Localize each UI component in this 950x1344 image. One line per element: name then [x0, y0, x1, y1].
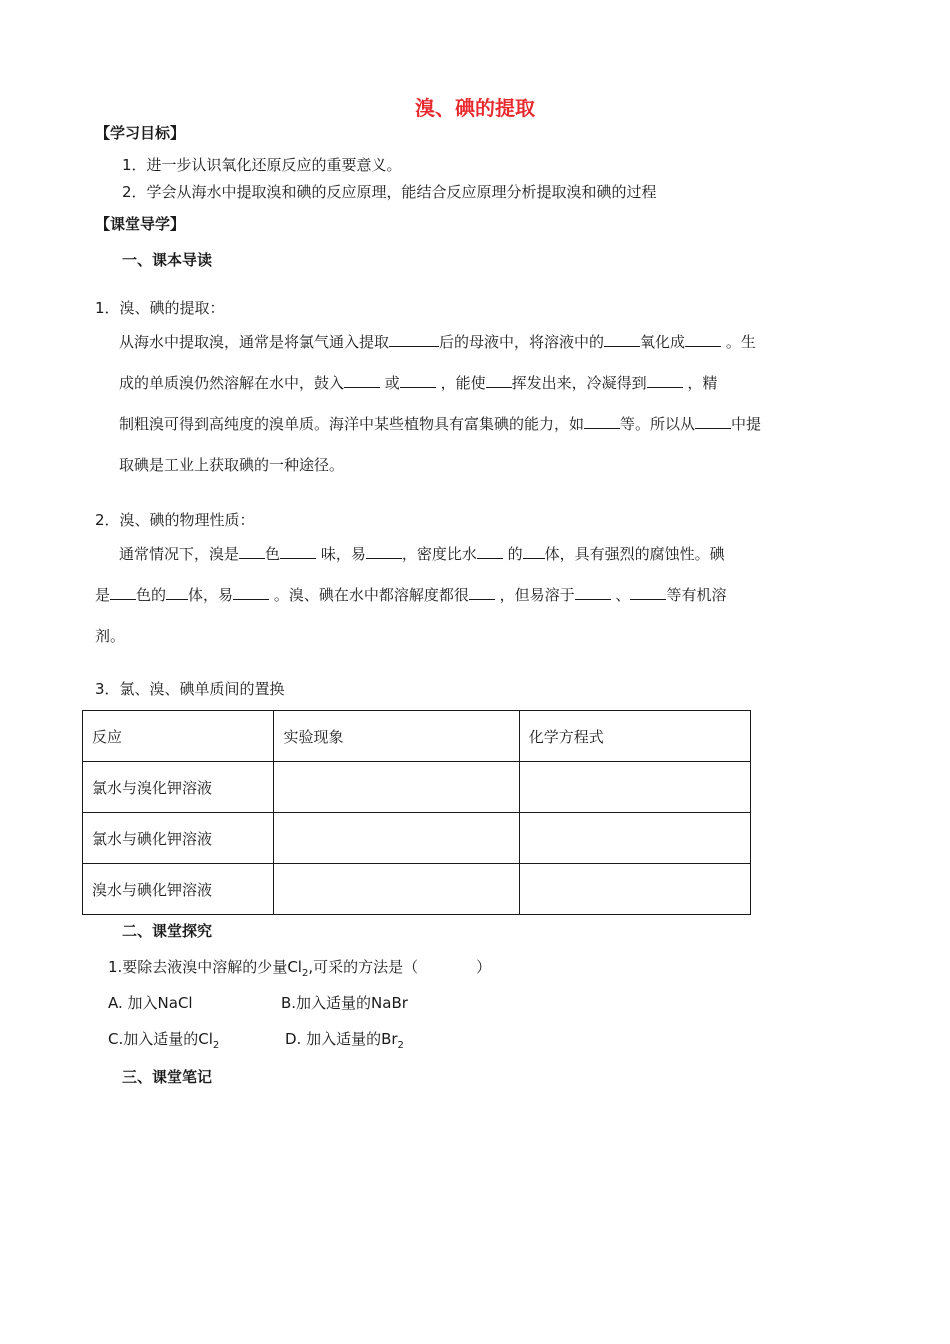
section2-heading: 2．溴、碘的物理性质： [95, 511, 255, 529]
table-row [83, 813, 751, 864]
fill-blank[interactable] [604, 330, 640, 347]
fill-blank[interactable] [575, 583, 611, 600]
reaction-cell: 氯水与溴化钾溶液 [83, 762, 274, 813]
fill-blank[interactable] [110, 583, 136, 600]
fill-blank[interactable] [685, 330, 721, 347]
goal-item: 2．学会从海水中提取溴和碘的反应原理，能结合反应原理分析提取溴和碘的过程 [122, 183, 657, 201]
fill-blank[interactable] [280, 542, 316, 559]
reaction-cell: 溴水与碘化钾溶液 [83, 864, 274, 915]
goals-header: 【学习目标】 [95, 124, 186, 142]
section1-heading: 1．溴、碘的提取： [95, 299, 225, 317]
table-header-cell: 反应 [83, 711, 274, 762]
equation-cell[interactable] [519, 762, 750, 813]
fill-blank[interactable] [695, 412, 731, 429]
section2-paragraph: 通常情况下，溴是 色 味，易 ，密度比水 的 体，具有强烈的腐蚀性。碘 是 色的 体，易 。溴、碘在水中都溶解度都很 ，但易溶于 、 等有机溶 剂。 [95, 534, 865, 657]
fill-blank[interactable] [486, 371, 512, 388]
table-row [83, 864, 751, 915]
fill-blank[interactable] [523, 542, 545, 559]
part2-header: 二、课堂探究 [122, 922, 213, 940]
fill-blank[interactable] [166, 583, 188, 600]
fill-blank[interactable] [477, 542, 503, 559]
option-d[interactable]: D. 加入适量的$Br_2$ [285, 1030, 404, 1051]
fill-blank[interactable] [647, 371, 683, 388]
part3-header: 三、课堂笔记 [122, 1068, 213, 1086]
goal-item: 1．进一步认识氧化还原反应的重要意义。 [122, 156, 402, 174]
page-title: 溴、碘的提取 [415, 96, 535, 120]
fill-blank[interactable] [233, 583, 269, 600]
equation-cell[interactable] [519, 813, 750, 864]
option-b[interactable]: B.加入适量的NaBr [281, 994, 408, 1012]
fill-blank[interactable] [366, 542, 402, 559]
section3-heading: 3．氯、溴、碘单质间的置换 [95, 680, 285, 698]
fill-blank[interactable] [400, 371, 436, 388]
part1-header: 一、课本导读 [122, 251, 213, 269]
table-header-cell: 实验现象 [274, 711, 519, 762]
phenomenon-cell[interactable] [274, 813, 519, 864]
fill-blank[interactable] [584, 412, 620, 429]
reaction-cell: 氯水与碘化钾溶液 [83, 813, 274, 864]
phenomenon-cell[interactable] [274, 762, 519, 813]
section1-paragraph: 从海水中提取溴，通常是将氯气通入提取 后的母液中，将溶液中的 氧化成 。生 成的单质溴仍然溶解在水中，鼓入 或 ，能使 挥发出来，冷凝得到 ，精 制粗溴可得到高纯度的溴单质。海洋中某些植物具有富集碘的能力，如 等。所以从 中提 取碘是工业上获取碘的一种途径。 [95, 322, 865, 486]
fill-blank[interactable] [239, 542, 265, 559]
fill-blank[interactable] [469, 583, 495, 600]
table-row [83, 762, 751, 813]
fill-blank[interactable] [344, 371, 380, 388]
phenomenon-cell[interactable] [274, 864, 519, 915]
guide-header: 【课堂导学】 [95, 215, 186, 233]
equation-cell[interactable] [519, 864, 750, 915]
fill-blank[interactable] [389, 330, 439, 347]
table-header-cell: 化学方程式 [519, 711, 750, 762]
fill-blank[interactable] [630, 583, 666, 600]
question-stem: 1.要除去液溴中溶解的少量$Cl_2$,可采的方法是（ ） [108, 958, 492, 979]
table-header-row [83, 711, 751, 762]
option-a[interactable]: A. 加入NaCl [108, 994, 193, 1012]
option-c[interactable]: C.加入适量的$Cl_2$ [108, 1030, 220, 1051]
reaction-table [82, 710, 751, 915]
